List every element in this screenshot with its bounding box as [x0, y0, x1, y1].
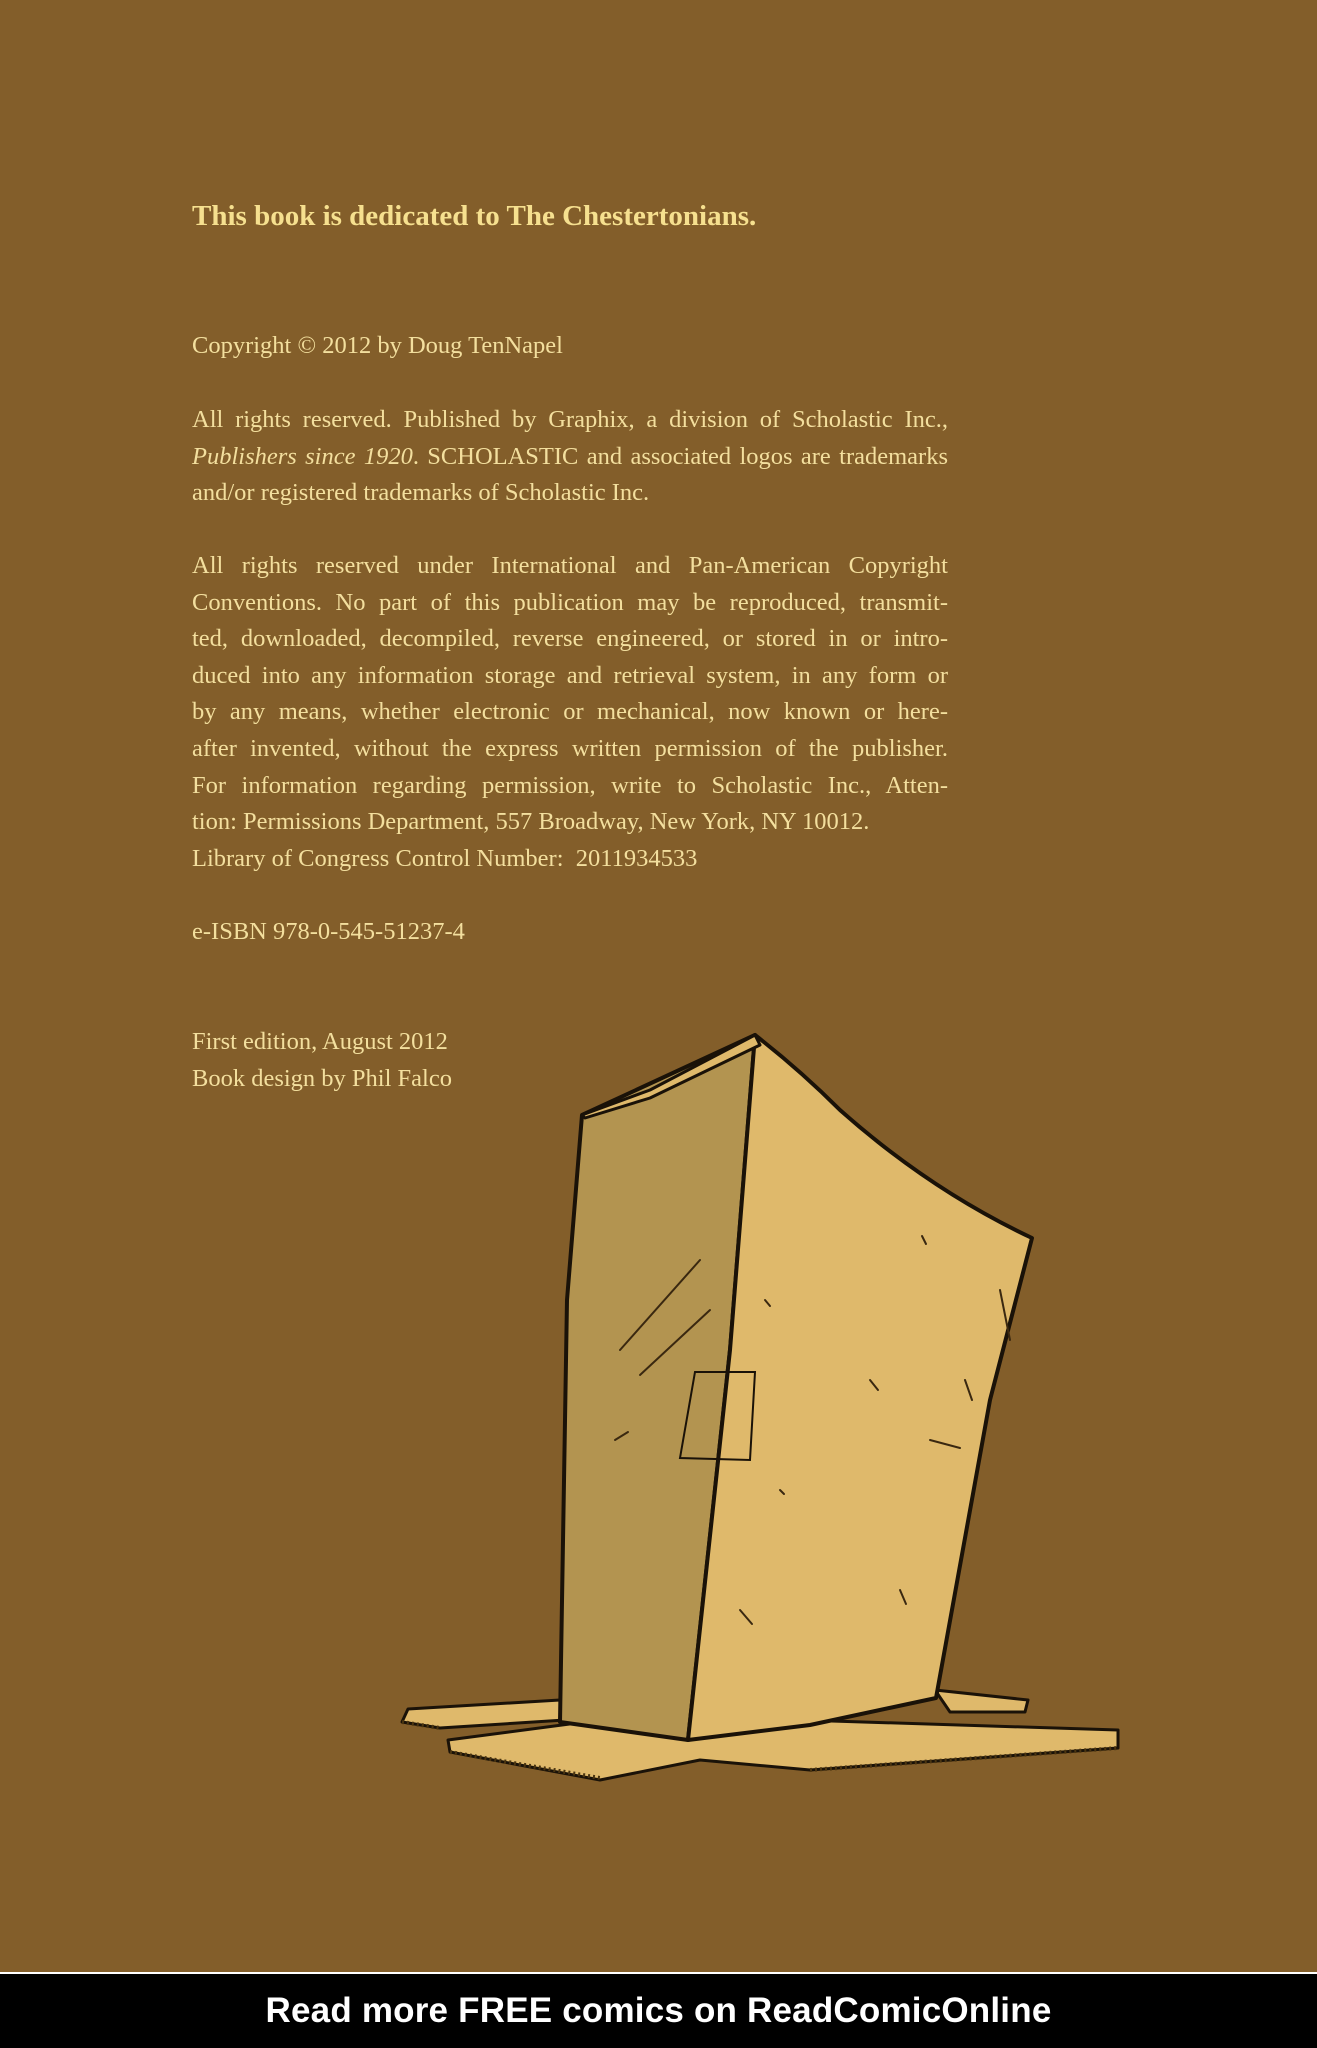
rights-line: by any means, whether electronic or mechanical, now known or here- [192, 698, 948, 726]
promo-footer-text[interactable]: Read more FREE comics on ReadComicOnline [265, 1991, 1052, 2030]
rights-paragraph-1 [192, 402, 948, 512]
rights-line: tion: Permissions Department, 557 Broadway, New York, NY 10012. [192, 808, 870, 836]
lccn-line: Library of Congress Control Number: 2011934533 [192, 844, 698, 872]
rights-line: Conventions. No part of this publication may be reproduced, transmit- [192, 588, 948, 616]
box-flap-right [935, 1690, 1028, 1712]
design-credit-line: Book design by Phil Falco [192, 1064, 452, 1092]
rights-line [192, 439, 948, 476]
rights-line: ted, downloaded, decompiled, reverse engineered, or stored in or intro- [192, 625, 948, 653]
promo-footer-banner[interactable] [0, 1972, 1317, 2048]
publishers-since-italic: Publishers since 1920 [192, 442, 413, 470]
rights-line: duced into any information storage and retrieval system, in any form or [192, 661, 948, 689]
cardboard-box-illustration [390, 1025, 1130, 1795]
edition-line: First edition, August 2012 [192, 1028, 448, 1055]
box-flap-left [402, 1700, 565, 1728]
rights-line-rest: . SCHOLASTIC and associated logos are trademarks [412, 442, 948, 470]
rights-line: after invented, without the express written permission of the publisher. [192, 734, 948, 762]
rights-line: All rights reserved under International and Pan-American Copyright [192, 552, 948, 579]
rights-line: All rights reserved. Published by Graphix, a division of Scholastic Inc., [192, 406, 948, 433]
rights-paragraph-2 [192, 548, 948, 877]
isbn-line: e-ISBN 978-0-545-51237-4 [192, 918, 465, 945]
copyright-line: Copyright © 2012 by Doug TenNapel [192, 332, 563, 359]
dedication-heading: This book is dedicated to The Chestertonians. [192, 200, 757, 232]
rights-line: and/or registered trademarks of Scholastic Inc. [192, 479, 650, 507]
rights-line: For information regarding permission, write to Scholastic Inc., Atten- [192, 771, 948, 799]
